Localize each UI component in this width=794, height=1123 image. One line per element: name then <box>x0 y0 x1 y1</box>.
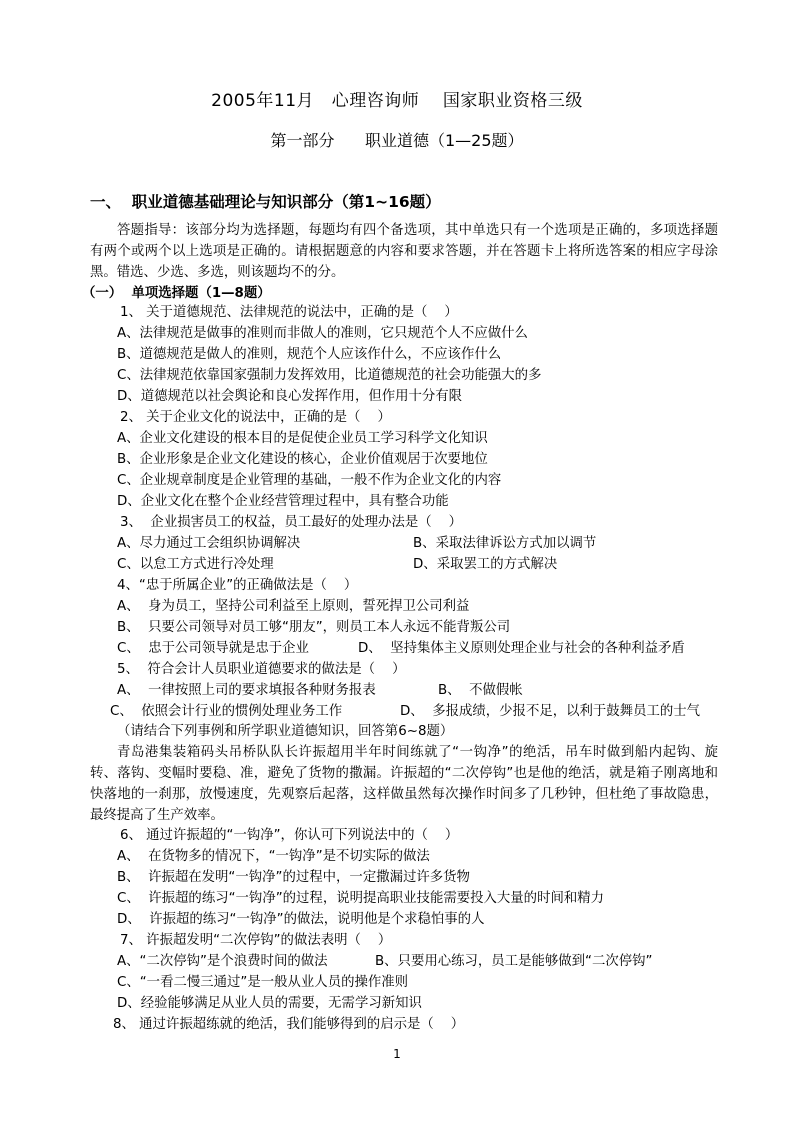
question-line: D、 多报成绩，少报不足，以利于鼓舞员工的士气 <box>400 704 701 719</box>
question-line: 1、 关于道德规范、法律规范的说法中，正确的是（ ） <box>120 305 458 320</box>
question-line: D、经验能够满足从业人员的需要，无需学习新知识 <box>117 996 422 1011</box>
question-line: 2、 关于企业文化的说法中，正确的是（ ） <box>120 410 391 425</box>
question-line: B、道德规范是做人的准则，规范个人应该作什么，不应该作什么 <box>117 347 502 362</box>
question-line: A、“二次停钩”是个浪费时间的做法 <box>117 954 328 969</box>
page-title: 2005年11月 心理咨询师 国家职业资格三级 <box>211 91 583 111</box>
question-line: B、 只要公司领导对员工够“朋友”，则员工本人永远不能背叛公司 <box>117 620 511 635</box>
question-line: B、只要用心练习，员工是能够做到“二次停钩” <box>375 954 653 969</box>
question-line: C、 忠于公司领导就是忠于企业 <box>117 641 309 656</box>
question-line: D、企业文化在整个企业经营管理过程中，具有整合功能 <box>117 494 449 509</box>
question-line: 3、 企业损害员工的权益，员工最好的处理办法是（ ） <box>120 515 463 530</box>
question-line: C、以怠工方式进行冷处理 <box>117 557 274 572</box>
question-line: 4、“忠于所属企业”的正确做法是（ ） <box>117 578 358 593</box>
page-subtitle: 第一部分 职业道德（1—25题） <box>270 131 524 150</box>
instructions-paragraph: 答题指导：该部分均为选择题，每题均有四个备选项，其中单选只有一个选项是正确的，多项选择题有两个或两个以上选项是正确的。请根据题意的内容和要求答题，并在答题卡上将所选答案的相应字母涂黑。错选、少选、多选，则该题均不的分。 <box>90 223 718 280</box>
question-line: 7、 许振超发明“二次停钩”的做法表明（ ） <box>120 933 392 948</box>
question-line: C、法律规范依靠国家强制力发挥效用，比道德规范的社会功能强大的多 <box>117 368 542 383</box>
story-paragraph: 青岛港集装箱码头吊桥队队长许振超用半年时间练就了“一钩净”的绝活，吊车时做到船内起钩、旋转、落钩、变幅时要稳、准，避免了货物的撒漏。许振超的“二次停钩”也是他的绝活，就是箱子刚离地和快落地的一刹那，放慢速度，先观察后起落，这样做虽然每次操作时间多了几秒钟，但杜绝了事故隐患，最终提高了生产效率。 <box>90 745 718 823</box>
question-line: 5、 符合会计人员职业道德要求的做法是（ ） <box>117 662 406 677</box>
question-line: 6、 通过许振超的“一钩净”，你认可下列说法中的（ ） <box>120 828 459 843</box>
page-number: 1 <box>393 1047 401 1061</box>
question-line: C、企业规章制度是企业管理的基础，一般不作为企业文化的内容 <box>117 473 502 488</box>
question-line: 8、 通过许振超练就的绝活，我们能够得到的启示是（ ） <box>113 1017 465 1032</box>
question-line: A、法律规范是做事的准则而非做人的准则，它只规范个人不应做什么 <box>117 326 528 341</box>
question-line: A、尽力通过工会组织协调解决 <box>117 536 301 551</box>
question-line: B、采取法律诉讼方式加以调节 <box>413 536 597 551</box>
sub-heading: （一） 单项选择题（1—8题） <box>82 286 271 301</box>
question-line: D、采取罢工的方式解决 <box>413 557 558 572</box>
question-line: C、“一看二慢三通过”是一般从业人员的操作准则 <box>117 975 409 990</box>
question-line: A、 在货物多的情况下，“一钩净”是不切实际的做法 <box>117 849 430 864</box>
question-line: C、 许振超的练习“一钩净”的过程，说明提高职业技能需要投入大量的时间和精力 <box>117 891 605 906</box>
question-line: D、道德规范以社会舆论和良心发挥作用，但作用十分有限 <box>117 389 463 404</box>
question-line: A、 一律按照上司的要求填报各种财务报表 <box>117 683 376 698</box>
question-line: B、 许振超在发明“一钩净”的过程中，一定撒漏过许多货物 <box>117 870 470 885</box>
question-line: A、 身为员工，坚持公司利益至上原则，誓死捍卫公司利益 <box>117 599 470 614</box>
question-line: A、企业文化建设的根本目的是促使企业员工学习科学文化知识 <box>117 431 488 446</box>
question-line: D、 坚持集体主义原则处理企业与社会的各种利益矛盾 <box>358 641 685 656</box>
question-line: B、 不做假帐 <box>438 683 523 698</box>
question-line: C、 依照会计行业的惯例处理业务工作 <box>110 704 343 719</box>
question-line: B、企业形象是企业文化建设的核心，企业价值观居于次要地位 <box>117 452 488 467</box>
question-line: （请结合下列事例和所学职业道德知识，回答第6~8题） <box>117 724 454 739</box>
section-heading: 一、 职业道德基础理论与知识部分（第1~16题） <box>90 193 441 211</box>
question-line: D、 许振超的练习“一钩净”的做法，说明他是个求稳怕事的人 <box>117 912 485 927</box>
